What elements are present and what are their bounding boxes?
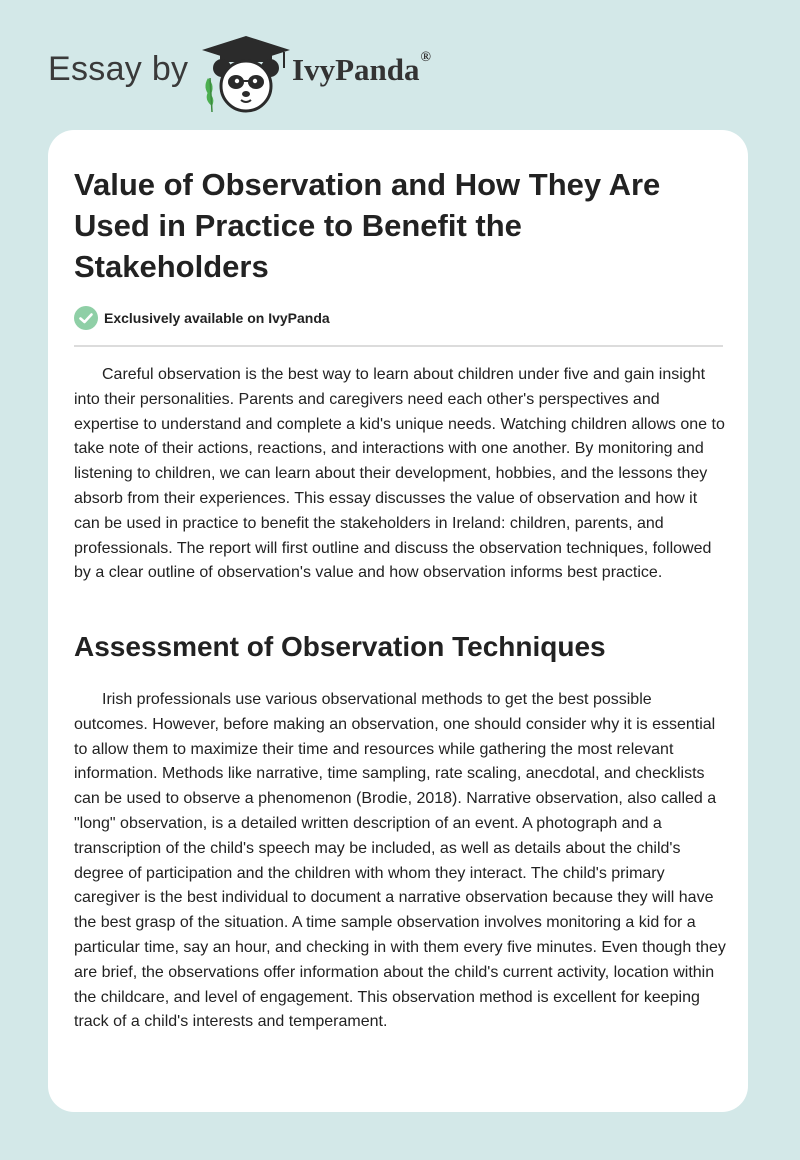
section-paragraph: Irish professionals use various observational methods to get the best possible outcomes. However, before making an observation, one should consider why it is essential to allow them to maximize their time and resources while gathering the most relevant information. Methods like narrative, time sampling, rate scaling, anecdotal, and checklists can be used to observe a phenomenon (Brodie, 2018). Narrative observation, also called a "long" observation, is a detailed written description of an event. A photograph and a transcription of the child's speech may be included, as well as details about the child's degree of participation and the children with whom they interact. The child's primary caregiver is the best individual to document a narrative observation because they will have the best grasp of the situation. A time sample observation involves monitoring a kid for a particular time, say an hour, and checking in with them every five minutes. Even though they are brief, the observations offer information about the child's current activity, location within the childcare, and level of engagement. This observation method is excellent for keeping track of a child's interests and temperament. (74, 691, 726, 1031)
registered-mark: ® (420, 50, 431, 65)
essay-by-label: Essay by (48, 50, 189, 88)
exclusive-badge-text: Exclusively available on IvyPanda (104, 310, 330, 326)
site-header (0, 0, 800, 130)
brand-text: IvyPanda (292, 52, 420, 87)
divider (74, 345, 723, 347)
panda-graduate-icon[interactable] (198, 34, 294, 114)
page-title: Value of Observation and How They Are Used in Practice to Benefit the Stakeholders (74, 167, 661, 284)
exclusive-badge (74, 306, 330, 330)
section-heading: Assessment of Observation Techniques (74, 631, 606, 662)
check-circle-icon (74, 306, 98, 330)
brand-name[interactable] (292, 52, 431, 88)
article-card (48, 130, 748, 1112)
intro-paragraph: Careful observation is the best way to learn about children under five and gain insight into their personalities. Parents and caregivers need each other's perspectives and expertise to understand and complete a kid's unique needs. Watching children allows one to take note of their actions, reactions, and interactions with one another. By monitoring and listening to children, we can learn about their development, hobbies, and the lessons they absorb from their experiences. This essay discusses the value of observation and how it can be used in practice to benefit the stakeholders in Ireland: children, parents, and professionals. The report will first outline and discuss the observation techniques, followed by a clear outline of observation's value and how observation informs best practice. (74, 366, 725, 582)
